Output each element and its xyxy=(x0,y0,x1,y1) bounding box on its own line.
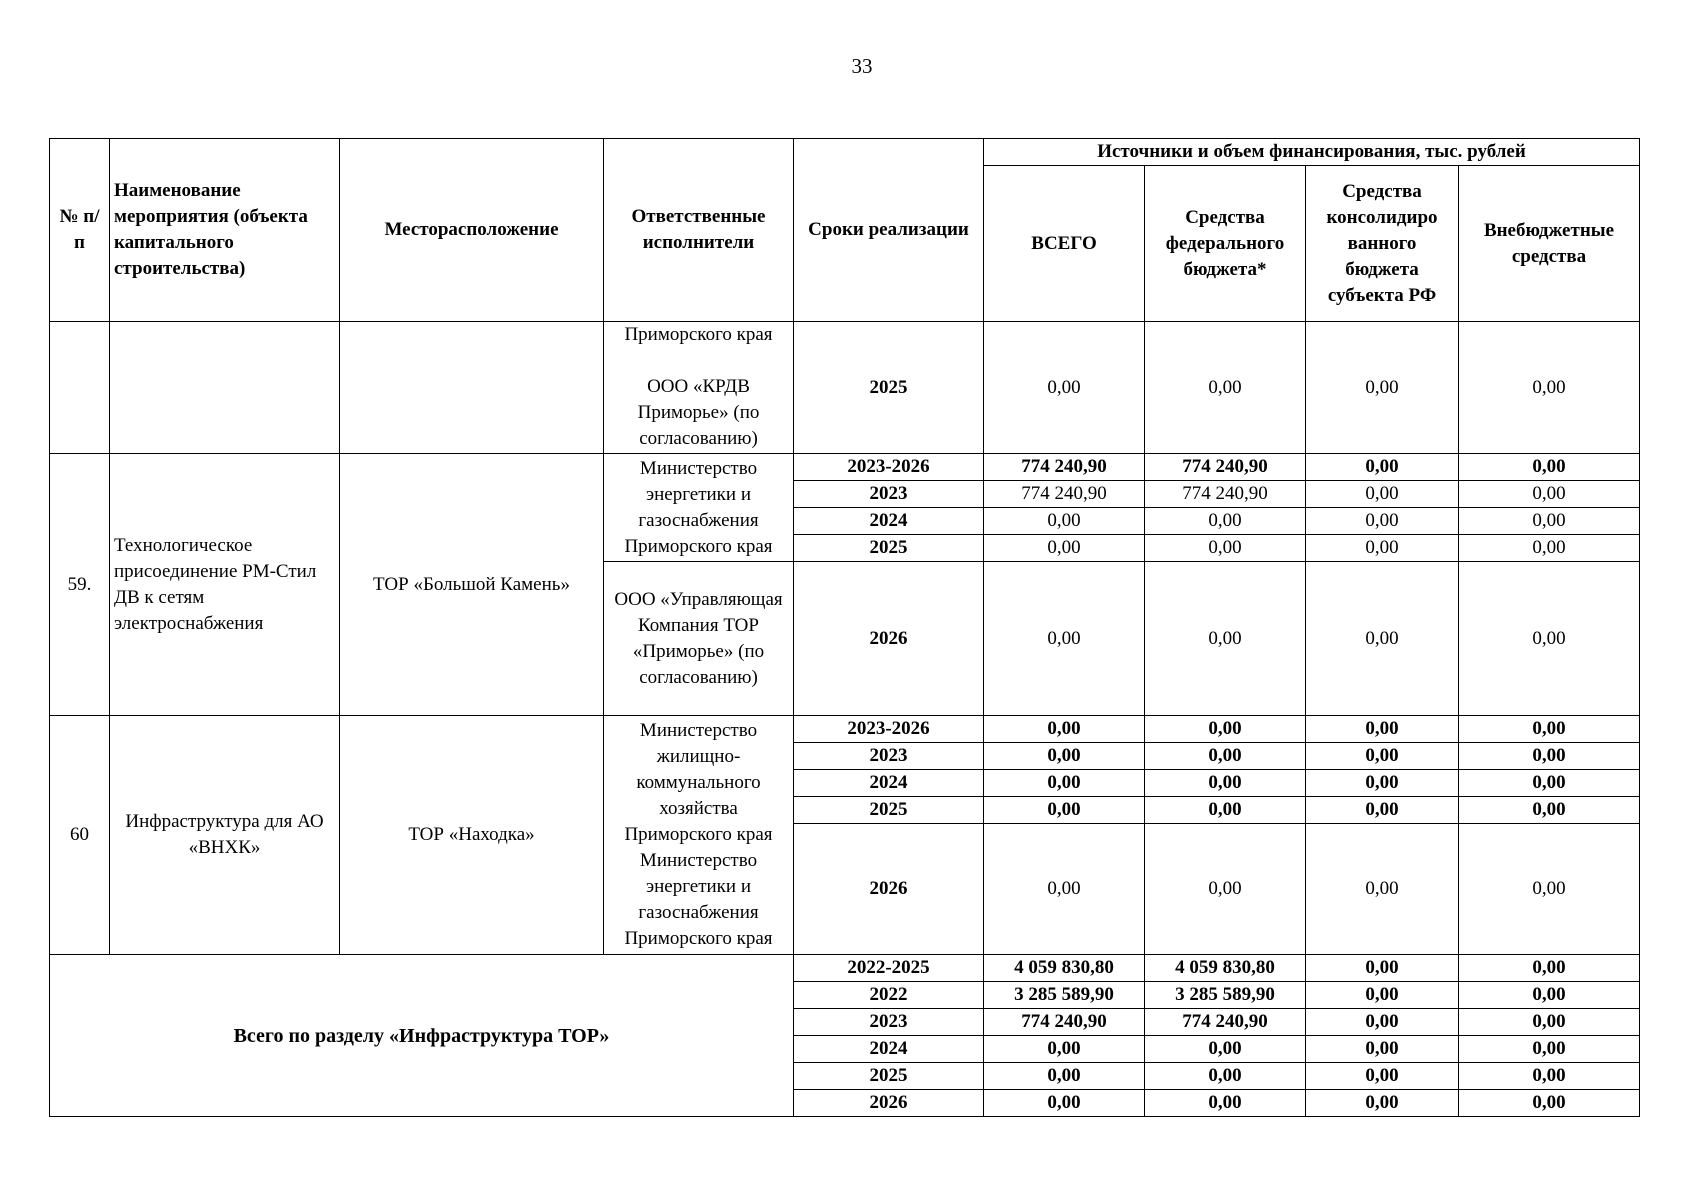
cell-regional: 0,00 xyxy=(1306,508,1459,535)
cell-regional: 0,00 xyxy=(1306,481,1459,508)
header-regional: Средства консолидиро ванного бюджета субъекта РФ xyxy=(1306,166,1459,322)
cell-federal: 0,00 xyxy=(1145,508,1306,535)
cell-year: 2025 xyxy=(794,1063,984,1090)
cell-total: 0,00 xyxy=(984,1063,1145,1090)
cell-location: ТОР «Большой Камень» xyxy=(340,454,604,716)
cell-executor: Министерство энергетики и газоснабжения Приморского края xyxy=(604,454,794,562)
cell-name xyxy=(110,322,340,454)
cell-executor: Приморского края ООО «КРДВ Приморье» (по согласованию) xyxy=(604,322,794,454)
cell-extra: 0,00 xyxy=(1459,481,1640,508)
cell-federal: 774 240,90 xyxy=(1145,1009,1306,1036)
table-row xyxy=(50,454,1640,481)
header-name: Наименование мероприятия (объекта капитального строительства) xyxy=(110,139,340,322)
cell-year: 2026 xyxy=(794,562,984,716)
cell-location xyxy=(340,322,604,454)
cell-executor: ООО «Управляющая Компания ТОР «Приморье» (по согласованию) xyxy=(604,562,794,716)
cell-extra: 0,00 xyxy=(1459,716,1640,743)
cell-total: 0,00 xyxy=(984,1090,1145,1117)
cell-year: 2023 xyxy=(794,743,984,770)
cell-year: 2023 xyxy=(794,481,984,508)
cell-federal: 0,00 xyxy=(1145,1036,1306,1063)
cell-extra: 0,00 xyxy=(1459,508,1640,535)
table-row xyxy=(50,716,1640,743)
cell-total: 0,00 xyxy=(984,824,1145,955)
header-executors: Ответственные исполнители xyxy=(604,139,794,322)
cell-extra: 0,00 xyxy=(1459,1009,1640,1036)
header-num: № п/п xyxy=(50,139,110,322)
cell-total: 0,00 xyxy=(984,716,1145,743)
cell-total: 0,00 xyxy=(984,508,1145,535)
cell-name: Инфраструктура для АО «ВНХК» xyxy=(110,716,340,955)
cell-total: 774 240,90 xyxy=(984,454,1145,481)
cell-federal: 774 240,90 xyxy=(1145,481,1306,508)
cell-regional: 0,00 xyxy=(1306,982,1459,1009)
cell-extra: 0,00 xyxy=(1459,454,1640,481)
financing-table xyxy=(49,138,1640,1117)
cell-federal: 0,00 xyxy=(1145,743,1306,770)
cell-federal: 0,00 xyxy=(1145,535,1306,562)
cell-year: 2024 xyxy=(794,508,984,535)
cell-regional: 0,00 xyxy=(1306,824,1459,955)
cell-year: 2026 xyxy=(794,1090,984,1117)
cell-extra: 0,00 xyxy=(1459,770,1640,797)
cell-total: 0,00 xyxy=(984,743,1145,770)
cell-total: 3 285 589,90 xyxy=(984,982,1145,1009)
cell-num: 59. xyxy=(50,454,110,716)
cell-regional: 0,00 xyxy=(1306,535,1459,562)
cell-year: 2024 xyxy=(794,1036,984,1063)
cell-total: 0,00 xyxy=(984,797,1145,824)
cell-regional: 0,00 xyxy=(1306,955,1459,982)
cell-regional: 0,00 xyxy=(1306,322,1459,454)
cell-regional: 0,00 xyxy=(1306,562,1459,716)
cell-extra: 0,00 xyxy=(1459,743,1640,770)
cell-federal: 0,00 xyxy=(1145,562,1306,716)
cell-federal: 3 285 589,90 xyxy=(1145,982,1306,1009)
header-federal: Средства федерального бюджета* xyxy=(1145,166,1306,322)
cell-total: 0,00 xyxy=(984,322,1145,454)
cell-year: 2026 xyxy=(794,824,984,955)
cell-regional: 0,00 xyxy=(1306,743,1459,770)
cell-extra: 0,00 xyxy=(1459,1063,1640,1090)
cell-federal: 4 059 830,80 xyxy=(1145,955,1306,982)
summary-label: Всего по разделу «Инфраструктура ТОР» xyxy=(50,955,794,1117)
cell-regional: 0,00 xyxy=(1306,797,1459,824)
cell-total: 774 240,90 xyxy=(984,481,1145,508)
cell-num: 60 xyxy=(50,716,110,955)
cell-name: Технологическое присоединение РМ-Стил ДВ к сетям электроснабжения xyxy=(110,454,340,716)
header-terms: Сроки реализации xyxy=(794,139,984,322)
cell-regional: 0,00 xyxy=(1306,770,1459,797)
header-location: Месторасположение xyxy=(340,139,604,322)
cell-extra: 0,00 xyxy=(1459,797,1640,824)
cell-extra: 0,00 xyxy=(1459,322,1640,454)
page-number: 33 xyxy=(851,54,873,78)
cell-year: 2024 xyxy=(794,770,984,797)
cell-num xyxy=(50,322,110,454)
cell-extra: 0,00 xyxy=(1459,535,1640,562)
table-row-continuation xyxy=(50,322,1640,454)
cell-regional: 0,00 xyxy=(1306,1009,1459,1036)
summary-row xyxy=(50,955,1640,982)
cell-extra: 0,00 xyxy=(1459,955,1640,982)
cell-year: 2022 xyxy=(794,982,984,1009)
cell-federal: 0,00 xyxy=(1145,1063,1306,1090)
cell-total: 0,00 xyxy=(984,535,1145,562)
cell-federal: 0,00 xyxy=(1145,770,1306,797)
cell-federal: 0,00 xyxy=(1145,322,1306,454)
cell-federal: 774 240,90 xyxy=(1145,454,1306,481)
cell-extra: 0,00 xyxy=(1459,982,1640,1009)
cell-regional: 0,00 xyxy=(1306,716,1459,743)
cell-total: 0,00 xyxy=(984,1036,1145,1063)
cell-extra: 0,00 xyxy=(1459,824,1640,955)
cell-year: 2023-2026 xyxy=(794,716,984,743)
header-row-1 xyxy=(50,139,1640,166)
cell-year: 2022-2025 xyxy=(794,955,984,982)
cell-regional: 0,00 xyxy=(1306,1036,1459,1063)
cell-extra: 0,00 xyxy=(1459,1036,1640,1063)
cell-federal: 0,00 xyxy=(1145,824,1306,955)
cell-executor: Министерство жилищно-коммунального хозяйства Приморского края Министерство энергетики и газоснабжения Приморского края xyxy=(604,716,794,955)
cell-total: 0,00 xyxy=(984,562,1145,716)
header-extra: Внебюджетные средства xyxy=(1459,166,1640,322)
cell-federal: 0,00 xyxy=(1145,797,1306,824)
cell-year: 2023-2026 xyxy=(794,454,984,481)
header-sources: Источники и объем финансирования, тыс. рублей xyxy=(984,139,1640,166)
cell-year: 2025 xyxy=(794,535,984,562)
cell-extra: 0,00 xyxy=(1459,1090,1640,1117)
cell-year: 2025 xyxy=(794,322,984,454)
cell-regional: 0,00 xyxy=(1306,1090,1459,1117)
cell-regional: 0,00 xyxy=(1306,454,1459,481)
cell-year: 2023 xyxy=(794,1009,984,1036)
cell-extra: 0,00 xyxy=(1459,562,1640,716)
cell-federal: 0,00 xyxy=(1145,1090,1306,1117)
cell-federal: 0,00 xyxy=(1145,716,1306,743)
cell-total: 0,00 xyxy=(984,770,1145,797)
cell-location: ТОР «Находка» xyxy=(340,716,604,955)
cell-total: 774 240,90 xyxy=(984,1009,1145,1036)
cell-regional: 0,00 xyxy=(1306,1063,1459,1090)
cell-year: 2025 xyxy=(794,797,984,824)
header-total: ВСЕГО xyxy=(984,166,1145,322)
cell-total: 4 059 830,80 xyxy=(984,955,1145,982)
